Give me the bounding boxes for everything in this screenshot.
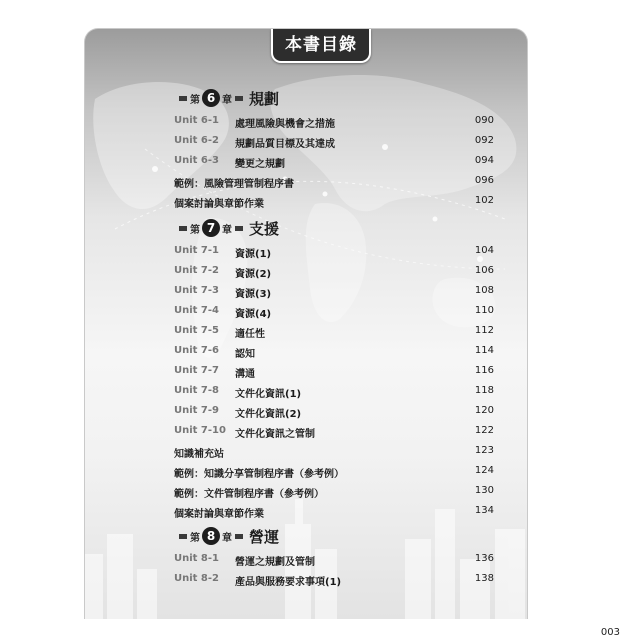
unit-number: Unit 7-8 (174, 385, 219, 396)
toc-row[interactable] (174, 155, 494, 171)
page-number: 094 (474, 155, 494, 166)
section-title: 知識補充站 (174, 449, 224, 460)
chapter-number-badge: 8 (202, 527, 220, 545)
section-title: 文件化資訊(1) (235, 389, 302, 400)
unit-number: Unit 7-5 (174, 325, 219, 336)
page-number: 092 (474, 135, 494, 146)
section-title: 範例：文件管制程序書（參考例） (174, 489, 324, 500)
chapter-bar-left-icon (179, 534, 187, 539)
toc-row[interactable] (174, 505, 494, 521)
page-number: 124 (474, 465, 494, 476)
page-number: 130 (474, 485, 494, 496)
chapter-title: 規劃 (249, 89, 280, 108)
toc-row[interactable] (174, 553, 494, 569)
toc-row[interactable] (174, 265, 494, 281)
page-number: 112 (474, 325, 494, 336)
chapter-number-badge: 7 (202, 219, 220, 237)
section-title: 變更之規劃 (235, 159, 285, 170)
section-title: 認知 (235, 349, 255, 360)
page-number: 122 (474, 425, 494, 436)
section-title: 個案討論與章節作業 (174, 509, 264, 520)
section-title: 適任性 (235, 329, 265, 340)
page-number: 096 (474, 175, 494, 186)
chapter-bar-right-icon (235, 534, 243, 539)
chapter-label: 第 (190, 532, 200, 544)
section-title: 範例：知識分享管制程序書（參考例） (174, 469, 344, 480)
toc-row[interactable] (174, 385, 494, 401)
toc-row[interactable] (174, 485, 494, 501)
page-number: 090 (474, 115, 494, 126)
chapter-7-header (179, 217, 279, 239)
page-number: 120 (474, 405, 494, 416)
page-number: 110 (474, 305, 494, 316)
section-title: 文件化資訊(2) (235, 409, 302, 420)
page-number: 114 (474, 345, 494, 356)
unit-number: Unit 6-2 (174, 135, 219, 146)
toc-page (84, 28, 528, 619)
section-title: 資源(1) (235, 249, 272, 260)
unit-number: Unit 7-3 (174, 285, 219, 296)
chapter-word: 章 (222, 94, 232, 106)
chapter-bar-right-icon (235, 226, 243, 231)
page-number: 138 (474, 573, 494, 584)
chapter-8-header (179, 525, 279, 547)
unit-number: Unit 7-1 (174, 245, 219, 256)
toc-row[interactable] (174, 425, 494, 441)
section-title: 營運之規劃及管制 (235, 557, 315, 568)
chapter-title: 營運 (249, 527, 280, 546)
chapter-bar-left-icon (179, 226, 187, 231)
chapter-6-header (179, 87, 279, 109)
page-number: 118 (474, 385, 494, 396)
unit-number: Unit 7-7 (174, 365, 219, 376)
toc-row[interactable] (174, 305, 494, 321)
toc-row[interactable] (174, 445, 494, 461)
toc-row[interactable] (174, 135, 494, 151)
unit-number: Unit 6-3 (174, 155, 219, 166)
toc-row[interactable] (174, 405, 494, 421)
unit-number: Unit 7-2 (174, 265, 219, 276)
unit-number: Unit 8-2 (174, 573, 219, 584)
section-title: 資源(4) (235, 309, 272, 320)
toc-row[interactable] (174, 245, 494, 261)
unit-number: Unit 6-1 (174, 115, 219, 126)
page-number: 108 (474, 285, 494, 296)
toc-row[interactable] (174, 365, 494, 381)
chapter-word: 章 (222, 532, 232, 544)
toc-row[interactable] (174, 195, 494, 211)
unit-number: Unit 7-10 (174, 425, 226, 436)
toc-row[interactable] (174, 465, 494, 481)
toc-row[interactable] (174, 115, 494, 131)
page-number: 134 (474, 505, 494, 516)
page-number: 102 (474, 195, 494, 206)
page-number: 136 (474, 553, 494, 564)
page-title: 本書目錄 (271, 29, 371, 63)
toc-row[interactable] (174, 345, 494, 361)
section-title: 規劃品質目標及其達成 (235, 139, 335, 150)
page-number: 116 (474, 365, 494, 376)
chapter-bar-right-icon (235, 96, 243, 101)
section-title: 溝通 (235, 369, 255, 380)
section-title: 產品與服務要求事項(1) (235, 577, 342, 588)
chapter-bar-left-icon (179, 96, 187, 101)
unit-number: Unit 7-6 (174, 345, 219, 356)
chapter-label: 第 (190, 94, 200, 106)
section-title: 資源(2) (235, 269, 272, 280)
toc-row[interactable] (174, 325, 494, 341)
chapter-number-badge: 6 (202, 89, 220, 107)
toc-row[interactable] (174, 175, 494, 191)
page-number: 104 (474, 245, 494, 256)
toc-row[interactable] (174, 285, 494, 301)
section-title: 文件化資訊之管制 (235, 429, 315, 440)
section-title: 個案討論與章節作業 (174, 199, 264, 210)
section-title: 處理風險與機會之措施 (235, 119, 335, 130)
section-title: 範例：風險管理管制程序書 (174, 179, 294, 190)
chapter-title: 支援 (249, 219, 280, 238)
section-title: 資源(3) (235, 289, 272, 300)
unit-number: Unit 7-9 (174, 405, 219, 416)
unit-number: Unit 8-1 (174, 553, 219, 564)
page-folio: 003 (600, 627, 620, 638)
toc-row[interactable] (174, 573, 494, 589)
chapter-word: 章 (222, 224, 232, 236)
page-number: 123 (474, 445, 494, 456)
page-number: 106 (474, 265, 494, 276)
chapter-label: 第 (190, 224, 200, 236)
unit-number: Unit 7-4 (174, 305, 219, 316)
